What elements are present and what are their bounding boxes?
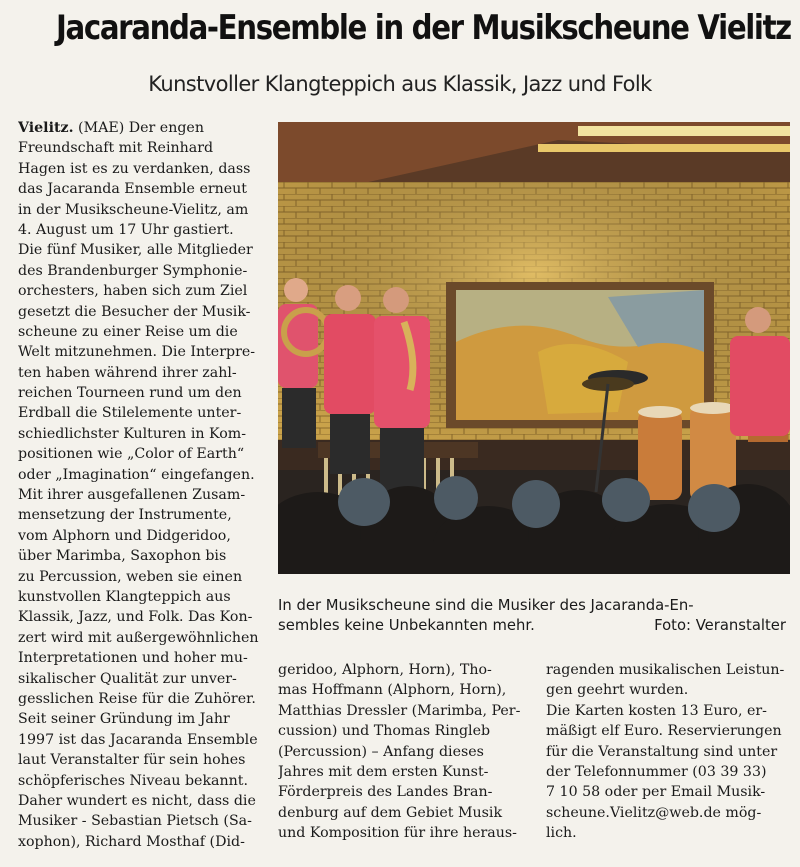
text-line: gesslichen Reise für die Zuhörer. xyxy=(18,690,256,707)
text-line: für die Veranstaltung sind unter xyxy=(546,743,778,760)
text-line: vom Alphorn und Didgeridoo, xyxy=(18,527,231,544)
text-line: Freundschaft mit Reinhard xyxy=(18,140,214,157)
text-line: der Telefonnummer (03 39 33) xyxy=(546,763,767,780)
text-line: Seit seiner Gründung im Jahr xyxy=(18,711,230,728)
email-address-line: scheune.Vielitz@web.de mög- xyxy=(546,804,762,821)
text-line: denburg auf dem Gebiet Musik xyxy=(278,804,503,821)
text-line: 4. August um 17 Uhr gastiert. xyxy=(18,221,234,238)
text-line: geridoo, Alphorn, Horn), Tho- xyxy=(278,662,492,678)
text-line: ten haben während ihrer zahl- xyxy=(18,364,237,381)
text-line: Jahres mit dem ersten Kunst- xyxy=(278,763,489,780)
text-line: Klassik, Jazz, und Folk. Das Kon- xyxy=(18,609,253,626)
text-line: Matthias Dressler (Marimba, Per- xyxy=(278,702,521,719)
photo-credit: Foto: Veranstalter xyxy=(654,617,786,634)
concert-photo xyxy=(278,122,790,574)
caption-line-1: In der Musikscheune sind die Musiker des Jacaranda-En- xyxy=(278,597,694,614)
article-column-2 xyxy=(278,660,526,844)
text-line: cussion) und Thomas Ringleb xyxy=(278,723,491,740)
text-line: kunstvollen Klangteppich aus xyxy=(18,588,231,605)
dateline: Vielitz. xyxy=(18,120,74,136)
subheadline: Kunstvoller Klangteppich aus Klassik, Jazz und Folk xyxy=(148,72,652,96)
text-line: Welt mitzunehmen. Die Interpre- xyxy=(18,344,256,361)
text-line: Erdball die Stilelemente unter- xyxy=(18,405,242,422)
photo-caption xyxy=(278,596,790,636)
text-line: Die fünf Musiker, alle Mitglieder xyxy=(18,242,253,259)
text-line: schöpferisches Niveau bekannt. xyxy=(18,772,248,789)
text-line: und Komposition für ihre heraus- xyxy=(278,825,517,842)
article-column-1: Vielitz. (MAE) Der engen Freundschaft mit Reinhard Hagen ist es zu verdanken, dass das Jacaranda Ensemble erneut in der Musikscheune-Vielitz, am 4. August um 17 Uhr gastiert. Die fünf Musiker, alle Mitglieder des Brandenburger Symphonie- orchesters, haben sich zum Ziel gesetzt die Besucher der Musik- scheune zu einer Reise um die Welt mitzunehmen. Die Interpre- ten haben während ihrer zahl- reichen Tourneen rund um den Erdball die Stilelemente unter- schiedlichster Kulturen in Kom- positionen wie „Color of Earth“ oder „Imagination“ eingefangen. Mit ihrer ausgefallenen Zusam- mensetzung der Instrumente, vom Alphorn und Didgeridoo, über Marimba, Saxophon bis zu Percussion, weben sie einen kunstvollen Klangteppich aus Klassik, Jazz, und Folk. Das Kon- zert wird mit außergewöhnlichen Interpretationen und hoher mu- sikalischer Qualität zur unver- gesslichen Reise für die Zuhörer. Seit seiner Gründung im Jahr 1997 ist das Jacaranda Ensemble laut Veranstalter für sein hohes schöpferisches Niveau bekannt. Daher wundert es nicht, dass die Musiker - Sebastian Pietsch (Sa- xophon), Richard Mosthaf (Did- xyxy=(18,118,264,852)
text-line: mas Hoffmann (Alphorn, Horn), xyxy=(278,682,507,699)
text-line: (Percussion) – Anfang dieses xyxy=(278,743,484,760)
text-line: des Brandenburger Symphonie- xyxy=(18,262,248,279)
text-line: sikalischer Qualität zur unver- xyxy=(18,670,237,687)
text-line: gesetzt die Besucher der Musik- xyxy=(18,303,251,320)
text-line: reichen Tourneen rund um den xyxy=(18,385,242,402)
article-column-3 xyxy=(546,660,786,844)
headline: Jacaranda-Ensemble in der Musikscheune Vielitz xyxy=(56,8,791,48)
text-line: Mit ihrer ausgefallenen Zusam- xyxy=(18,487,246,504)
text-line: Musiker - Sebastian Pietsch (Sa- xyxy=(18,813,252,830)
text-line: das Jacaranda Ensemble erneut xyxy=(18,181,248,198)
text-line: laut Veranstalter für sein hohes xyxy=(18,752,246,769)
text-line: orchesters, haben sich zum Ziel xyxy=(18,283,248,300)
text-line: xophon), Richard Mosthaf (Did- xyxy=(18,833,245,850)
text-line: Die Karten kosten 13 Euro, er- xyxy=(546,702,767,719)
text-line: schiedlichster Kulturen in Kom- xyxy=(18,425,247,442)
text-line: mäßigt elf Euro. Reservierungen xyxy=(546,723,782,740)
text-line: lich. xyxy=(546,825,577,842)
text-line: ragenden musikalischen Leistun- xyxy=(546,662,785,678)
text-line: oder „Imagination“ eingefangen. xyxy=(18,466,255,483)
text-line: zu Percussion, weben sie einen xyxy=(18,568,243,585)
text-line: Daher wundert es nicht, dass die xyxy=(18,792,256,809)
text-line: zert wird mit außergewöhnlichen xyxy=(18,629,259,646)
text-line: Interpretationen und hoher mu- xyxy=(18,650,248,667)
text-line: positionen wie „Color of Earth“ xyxy=(18,446,245,463)
text-line: 7 10 58 oder per Email Musik- xyxy=(546,784,766,801)
text-line: scheune zu einer Reise um die xyxy=(18,323,238,340)
text-line: über Marimba, Saxophon bis xyxy=(18,548,227,565)
caption-line-2: sembles keine Unbekannten mehr. xyxy=(278,617,535,634)
text-line: 1997 ist das Jacaranda Ensemble xyxy=(18,731,258,748)
text-line: Hagen ist es zu verdanken, dass xyxy=(18,160,251,177)
text-line: mensetzung der Instrumente, xyxy=(18,507,232,524)
text-line: Förderpreis des Landes Bran- xyxy=(278,784,493,801)
text-line: gen geehrt wurden. xyxy=(546,682,689,699)
concert-photo-image xyxy=(278,122,790,574)
text-line: in der Musikscheune-Vielitz, am xyxy=(18,201,249,218)
